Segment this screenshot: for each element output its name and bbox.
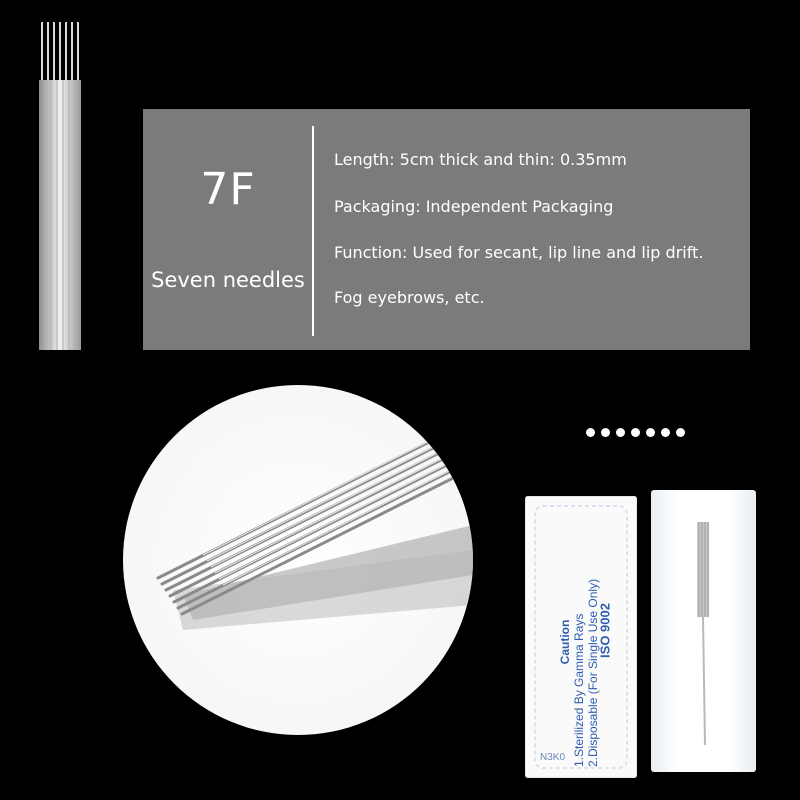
packet-caution-text xyxy=(558,517,602,767)
caution-title: Caution xyxy=(558,619,572,665)
packet-mark: N3K0 xyxy=(540,752,566,763)
needle-count-label: Seven needles xyxy=(151,268,305,292)
needle-bar-illustration xyxy=(28,20,108,780)
dot xyxy=(601,428,610,437)
iso-label: ISO 9002 xyxy=(597,603,613,658)
packaged-needle-illustration xyxy=(651,490,756,772)
caution-line-1: 1.Sterilized By Gamma Rays xyxy=(572,613,586,767)
panel-divider xyxy=(312,126,314,336)
sterile-packet-clear xyxy=(651,490,756,772)
needle-code: 7F xyxy=(200,164,256,215)
dot xyxy=(646,428,655,437)
caution-line-2: 2.Disposable (For Single Use Only) xyxy=(586,578,600,767)
needle-closeup-circle xyxy=(123,385,473,735)
dot xyxy=(586,428,595,437)
decorative-dots xyxy=(586,428,685,437)
needle-tips-illustration xyxy=(123,385,473,735)
dot xyxy=(676,428,685,437)
spec-function: Function: Used for secant, lip line and lip drift. xyxy=(334,243,704,262)
spec-packaging: Packaging: Independent Packaging xyxy=(334,197,614,216)
dot xyxy=(661,428,670,437)
spec-length: Length: 5cm thick and thin: 0.35mm xyxy=(334,150,627,169)
spec-extra: Fog eyebrows, etc. xyxy=(334,288,485,307)
dot xyxy=(631,428,640,437)
spec-panel xyxy=(143,109,750,350)
dot xyxy=(616,428,625,437)
